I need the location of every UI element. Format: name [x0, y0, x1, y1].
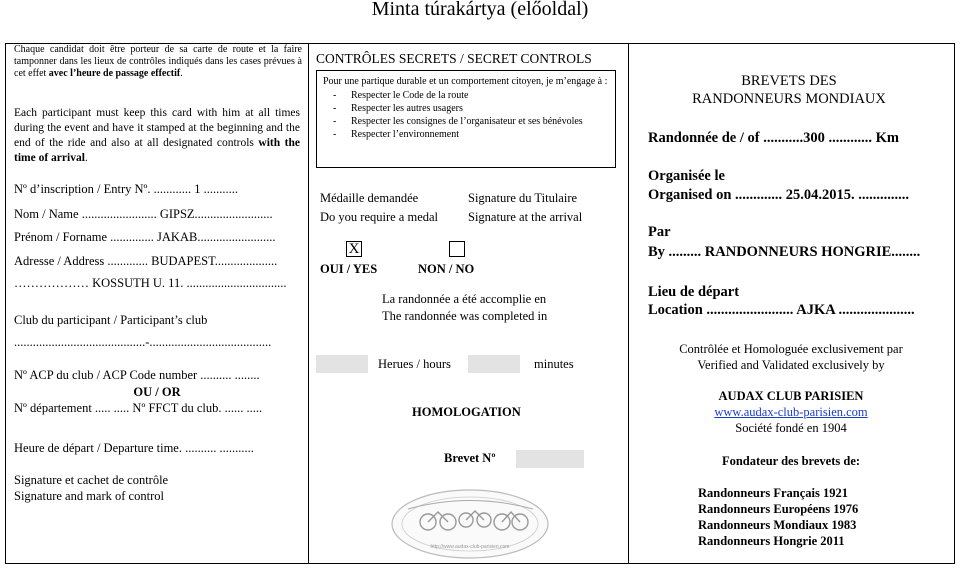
organised-date-field: Organised on ............. 25.04.2015. ..............: [648, 187, 910, 203]
distance-field: Randonnée de / of ...........300 ............ Km: [648, 130, 899, 146]
holder-signature-fr: Signature du Titulaire: [468, 191, 578, 205]
minutes-input[interactable]: [468, 355, 520, 373]
completed-label-fr: La randonnée a été accomplie en: [382, 292, 547, 306]
audax-url-link[interactable]: www.audax-club-parisien.com: [714, 405, 868, 419]
address-line-2: ……………… KOSSUTH U. 11. ................................: [14, 276, 287, 290]
holder-signature-en: Signature at the arrival: [468, 210, 583, 224]
club-label: Club du participant / Participant’s club: [14, 313, 208, 327]
yes-label: OUI / YES: [320, 262, 378, 276]
brevet-history-item: Randonneurs Mondiaux 1983: [698, 518, 857, 532]
brevets-title-2: RANDONNEURS MONDIAUX: [692, 91, 886, 107]
address-field: Adresse / Address ............. BUDAPEST....................: [14, 254, 278, 268]
route-card: [5, 43, 955, 564]
secret-controls-heading: CONTRÔLES SECRETS / SECRET CONTROLS: [316, 51, 592, 66]
brevet-number-input[interactable]: [516, 450, 584, 468]
organiser-field: By ......... RANDONNEURS HONGRIE........: [648, 244, 921, 260]
signature-label-en: Signature and mark of control: [14, 489, 164, 503]
secret-controls-column: [308, 44, 628, 563]
brevet-history-item: Randonneurs Français 1921: [698, 486, 849, 500]
audax-url-wrap: [628, 404, 954, 420]
brevet-history-item: Randonneurs Hongrie 2011: [698, 534, 845, 548]
location-field: Location ........................ AJKA .....................: [648, 302, 915, 318]
society-founded: Société fondé en 1904: [735, 421, 847, 435]
instructions-fr: Chaque candidat doit être porteur de sa carte de route et la faire tamponner dans les lieux de contrôles indiqués dans les cases prévues à cet effet avec l’heure de passage effectif.: [14, 44, 302, 79]
name-field: Nom / Name ........................ GIPSZ.........................: [14, 207, 273, 221]
organiser-label: Par: [648, 224, 671, 240]
medal-no-checkbox[interactable]: [449, 241, 465, 257]
page-title: Minta túrakártya (előoldal): [371, 0, 589, 20]
stamp-url: http://www.audax-club-parisien.com: [430, 544, 510, 550]
instructions-en: Each participant must keep this card with him at all times during the event and have it stamped at the beginning and the end of the ride and also at all designated controls with the time of arrival.: [14, 107, 300, 164]
or-separator: OU / OR: [133, 385, 181, 399]
organised-label: Organisée le: [648, 168, 725, 184]
departure-time-field: Heure de départ / Departure time. .......... ...........: [14, 441, 254, 455]
medal-yes-checkbox[interactable]: X: [346, 241, 362, 257]
verified-label-fr: Contrôlée et Homologuée exclusivement par: [679, 342, 903, 356]
pledge-box: [316, 70, 616, 168]
hours-label: Herues / hours: [378, 357, 451, 371]
brevets-title-1: BREVETS DES: [741, 73, 837, 89]
brevet-history-item: Randonneurs Européens 1976: [698, 502, 859, 516]
pledge-item: - Respecter les autres usagers: [323, 102, 615, 115]
pledge-list: [317, 89, 615, 141]
homologation-heading: HOMOLOGATION: [412, 405, 521, 419]
pledge-item: - Respecter le Code de la route: [323, 89, 615, 102]
brevet-number-label: Brevet Nº: [444, 451, 496, 465]
no-label: NON / NO: [418, 262, 475, 276]
entry-number-field: Nº d’inscription / Entry Nº. ............ 1 ...........: [14, 182, 239, 196]
pledge-intro: Pour une partique durable et un comportement citoyen, je m’engage à :: [323, 76, 608, 87]
pledge-item: - Respecter l’environnement: [323, 128, 615, 141]
brevet-info-column: [628, 44, 954, 563]
audax-club-name: AUDAX CLUB PARISIEN: [718, 389, 864, 403]
minutes-label: minutes: [534, 357, 574, 371]
acp-code-field: Nº ACP du club / ACP Code number .......... ........: [14, 368, 260, 382]
department-field: Nº département ..... ..... Nº FFCT du club. ...... .....: [14, 401, 263, 415]
verified-label-en: Verified and Validated exclusively by: [697, 358, 885, 372]
homologation-stamp: [388, 484, 553, 564]
signature-label-fr: Signature et cachet de contrôle: [14, 473, 169, 487]
hours-input[interactable]: [316, 355, 368, 373]
club-field: ..........................................-.......................................: [14, 335, 272, 349]
stamp-graphic: [388, 484, 553, 564]
participant-column: [6, 44, 308, 563]
medal-label-fr: Médaille demandée: [320, 191, 419, 205]
medal-label-en: Do you require a medal: [320, 210, 439, 224]
founder-heading: Fondateur des brevets de:: [721, 454, 861, 468]
forename-field: Prénom / Forname .............. JAKAB.........................: [14, 230, 276, 244]
pledge-item: - Respecter les consignes de l’organisateur et ses bénévoles: [323, 115, 615, 128]
completed-label-en: The randonnée was completed in: [382, 309, 548, 323]
location-label: Lieu de départ: [648, 284, 740, 300]
